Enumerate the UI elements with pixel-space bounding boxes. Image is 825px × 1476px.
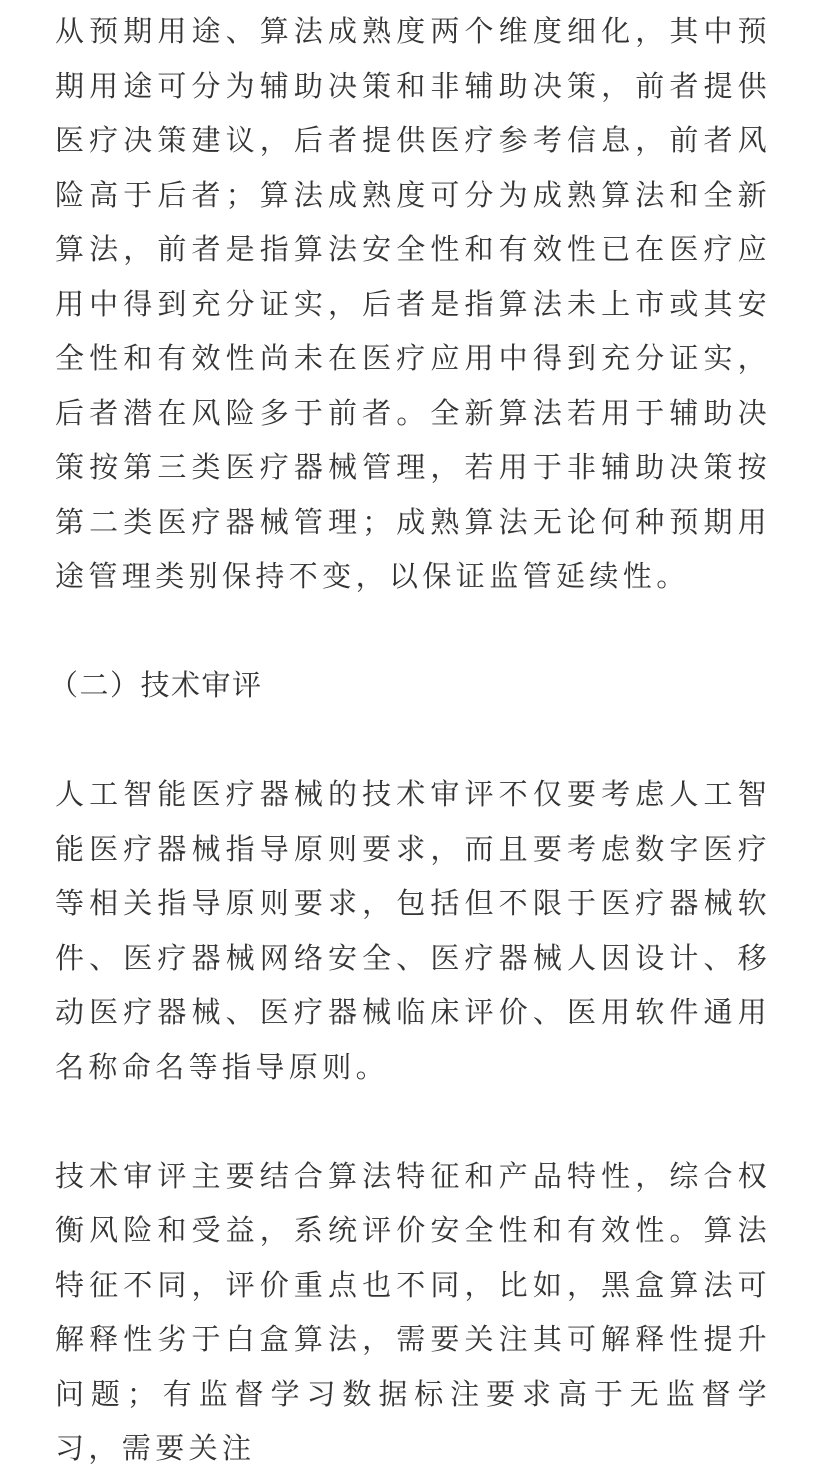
paragraph-review-guidelines: 人工智能医疗器械的技术审评不仅要考虑人工智能医疗器械指导原则要求，而且要考虑数字医疗等相关指导原则要求，包括但不限于医疗器械软件、医疗器械网络安全、医疗器械人因设计、移动医疗器械、医疗器械临床评价、医用软件通用名称命名等指导原则。 — [55, 777, 771, 1084]
section-heading-technical-review — [49, 658, 771, 713]
article-body — [49, 4, 771, 1476]
paragraph-spacer — [55, 604, 771, 659]
section-heading-text: （二）技术审评 — [49, 668, 263, 702]
paragraph-risk-classification: 从预期用途、算法成熟度两个维度细化，其中预期用途可分为辅助决策和非辅助决策，前者提供医疗决策建议，后者提供医疗参考信息，前者风险高于后者；算法成熟度可分为成熟算法和全新算法，前者是指算法安全性和有效性已在医疗应用中得到充分证实，后者是指算法未上市或其安全性和有效性尚未在医疗应用中得到充分证实，后者潜在风险多于前者。全新算法若用于辅助决策按第三类医疗器械管理，若用于非辅助决策按第二类医疗器械管理；成熟算法无论何种预期用途管理类别保持不变，以保证监管延续性。 — [55, 14, 771, 593]
paragraph-algorithm-features: 技术审评主要结合算法特征和产品特性，综合权衡风险和受益，系统评价安全性和有效性。算法特征不同，评价重点也不同，比如，黑盒算法可解释性劣于白盒算法，需要关注其可解释性提升问题；有监督学习数据标注要求高于无监督学习，需要关注 — [55, 1158, 771, 1465]
paragraph-spacer — [55, 713, 771, 768]
paragraph-spacer — [55, 1094, 771, 1149]
